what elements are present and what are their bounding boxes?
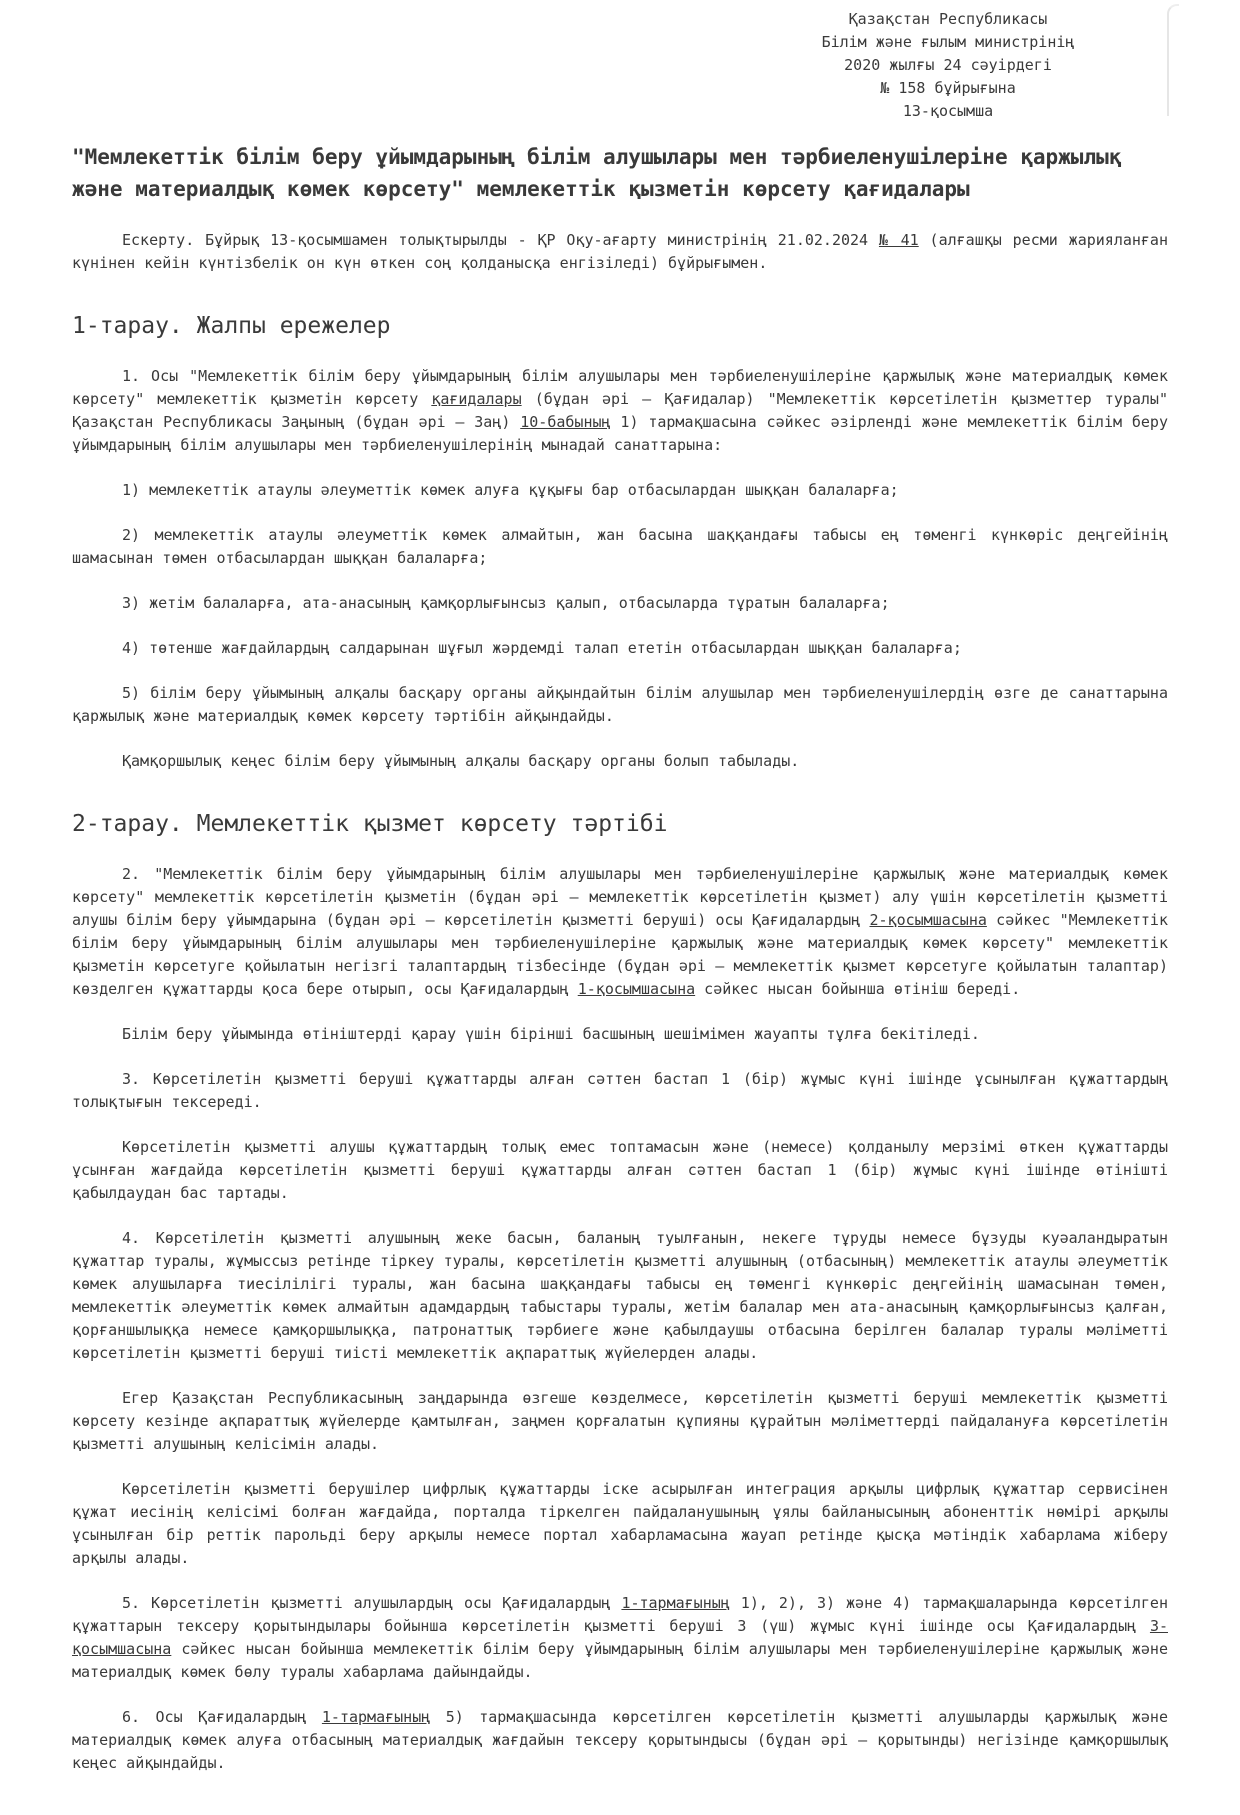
link-annex-1[interactable]: 1-қосымшасына <box>577 980 696 998</box>
approval-requisite-block <box>798 8 1098 123</box>
amendment-note <box>72 229 1168 275</box>
list-item-3: 3) жетім балаларға, ата-анасының қамқорлығынсыз қалып, отбасыларда тұратын балаларға; <box>122 594 890 612</box>
requisite-line: 13-қосымша <box>902 102 994 120</box>
paragraph-guardian-council: Қамқоршылық кеңес білім беру ұйымының алқалы басқару органы болып табылады. <box>122 752 800 770</box>
paragraph-4-digital-documents: Көрсетілетін қызметті берушілер цифрлық құжаттарды іске асырылған интеграция арқылы цифрлық құжаттар сервисінен құжат иесінің келісімі болған жағдайда, порталда тіркелген пайдаланушының ұялы байланысының абоненттік нөмірі арқылы ұсынылған бір реттік парольді беру арқылы немесе портал хабарламасына жауап ретінде қысқа мәтіндік хабарлама жіберу арқылы алады. <box>72 1480 1168 1567</box>
note-text: Ескерту. Бұйрық 13-қосымшамен толықтырылды - ҚР Оқу-ағарту министрінің 21.02.2024 <box>122 231 879 249</box>
paragraph-1 <box>72 365 1168 457</box>
paragraph-4-consent: Егер Қазақстан Республикасының заңдарында өзгеше көзделмесе, көрсетілетін қызметті беруші мемлекеттік қызметті көрсету кезінде ақпараттық жүйелерде қамтылған, заңмен қорғалатын құпияны құрайтын мәліметтерді пайдалануға көрсетілетін қызметті алушының келісімін алады. <box>72 1389 1168 1453</box>
list-item-2: 2) мемлекеттік атаулы әлеуметтік көмек алмайтын, жан басына шаққандағы табысы ең төменгі күнкөріс деңгейінің шамасынан төмен отбасылардан шыққан балаларға; <box>72 526 1168 567</box>
requisite-line: 2020 жылғы 24 сәуірдегі <box>844 56 1052 74</box>
requisite-line: Білім және ғылым министрінің <box>821 33 1075 51</box>
paragraph-text: 6. Осы Қағидалардың <box>122 1708 322 1726</box>
link-article-10[interactable]: 10-бабының <box>520 413 611 431</box>
paragraph-2 <box>72 863 1168 1001</box>
paragraph-3-refusal: Көрсетілетін қызметті алушы құжаттардың толық емес топтамасын және (немесе) қолданылу мерзімі өткен құжаттарды ұсынған жағдайда көрсетілетін қызметті беруші құжаттарды алған сәттен бастап 1 (бір) жұмыс күні ішінде өтінішті қабылдаудан бас тартады. <box>72 1138 1168 1202</box>
note-text: (алғашқы ресми жарияланған күнінен кейін күнтізбелік он күн өткен соң қолданысқа енгізіледі) бұйрығымен. <box>72 231 1168 272</box>
list-item-5: 5) білім беру ұйымының алқалы басқару органы айқындайтын білім алушылар мен тәрбиеленушілердің өзге де санаттарына қаржылық және материалдық көмек көрсету тәртібін айқындайды. <box>72 684 1168 725</box>
link-point-1[interactable]: 1-тармағының <box>321 1708 431 1726</box>
requisite-line: Қазақстан Республикасы <box>848 10 1048 28</box>
list-item-1: 1) мемлекеттік атаулы әлеуметтік көмек алуға құқығы бар отбасылардан шыққан балаларға; <box>122 481 899 499</box>
paragraph-6 <box>72 1706 1168 1775</box>
paragraph-text: 1), 2), 3) және 4) тармақшаларында көрсетілген құжаттарын тексеру қорытындылары бойынша көрсетілетін қызметті беруші 3 (үш) жұмыс күні ішінде осы Қағидалардың <box>72 1594 1168 1635</box>
paragraph-5 <box>72 1592 1168 1684</box>
paragraph-text: (бұдан әрі – Қағидалар) "Мемлекеттік көрсетілетін қызметтер туралы" Қазақстан Республикасы Заңының (бұдан әрі – Заң) <box>72 390 1168 431</box>
paragraph-text: сәйкес нысан бойынша өтініш береді. <box>695 980 1021 998</box>
list-item-4: 4) төтенше жағдайлардың салдарынан шұғыл жәрдемді талап ететін отбасылардан шыққан балаларға; <box>122 639 962 657</box>
link-point-1[interactable]: 1-тармағының <box>621 1594 730 1612</box>
paragraph-text: 1. Осы "Мемлекеттік білім беру ұйымдарының білім алушылары мен тәрбиеленушілеріне қаржылық және материалдық көмек көрсету" мемлекеттік қызметін көрсету <box>72 367 1168 408</box>
paragraph-text: сәйкес нысан бойынша мемлекеттік білім беру ұйымдарының білім алушылары мен тәрбиеленушілеріне қаржылық және материалдық көмек бөлу туралы хабарлама дайындайды. <box>72 1640 1168 1681</box>
chapter-2-heading: 2-тарау. Мемлекеттік қызмет көрсету тәртібі <box>72 811 668 837</box>
link-qagidalary[interactable]: қағидалары <box>431 390 522 408</box>
paragraph-3: 3. Көрсетілетін қызметті беруші құжаттарды алған сәттен бастап 1 (бір) жұмыс күні ішінде ұсынылған құжаттардың толықтығын тексереді. <box>72 1070 1168 1111</box>
paragraph-4: 4. Көрсетілетін қызметті алушының жеке басын, баланың туылғанын, некеге тұруды немесе бұзуды куәаландыратын құжаттар туралы, жұмыссыз ретінде тіркеу туралы, көрсетілетін қызметті алушының (отбасының) мемлекеттік атаулы әлеуметтік көмек алушыларға тиесілілігі туралы, жан басына шаққандағы табысы ең төменгі күнкөріс деңгейінің шамасынан төмен, мемлекеттік әлеуметтік көмек алмайтын адамдардың табыстары туралы, жетім балалар мен ата-анасының қамқорлығынсыз қалған, қорғаншылыққа немесе қамқоршылыққа, патронаттық тәрбиеге және қабылдаушы отбасына берілген балалар туралы мәліметті көрсетілетін қызметті беруші тиісті мемлекеттік ақпараттық жүйелерден алады. <box>72 1229 1168 1362</box>
paragraph-text: 1) тармақшасына сәйкес әзірленді және мемлекеттік білім беру ұйымдарының білім алушылары мен тәрбиеленушілерінің мынадай санаттарына: <box>72 413 1168 454</box>
link-order-41[interactable]: № 41 <box>878 231 919 249</box>
paragraph-text: 5) тармақшасында көрсетілген көрсетілетін қызметті алушыларды қаржылық және материалдық көмек алуға отбасының материалдық жағдайын тексеру қорытындысы (бұдан әрі – қорытынды) негізінде қамқоршылық кеңес айқындайды. <box>72 1708 1168 1772</box>
paragraph-text: 5. Көрсетілетін қызметті алушылардың осы Қағидалардың <box>122 1594 622 1612</box>
edge-widget-outline <box>1167 4 1179 116</box>
document-title: "Мемлекеттік білім беру ұйымдарының білім алушылары мен тәрбиеленушілеріне қаржылық және материалдық көмек көрсету" мемлекеттік қызметін көрсету қағидалары <box>72 145 1122 201</box>
link-annex-2[interactable]: 2-қосымшасына <box>869 911 987 929</box>
paragraph-text: сәйкес "Мемлекеттік білім беру ұйымдарының білім алушылары мен тәрбиеленушілеріне қаржылық және материалдық көмек көрсету" мемлекеттік қызметін көрсетуге қойылатын негізгі талаптардың тізбесінде (бұдан әрі – мемлекеттік қызмет көрсетуге қойылатын талаптар) көзделген құжаттарды қоса бере отырып, осы Қағидалардың <box>72 911 1168 998</box>
paragraph-text: 2. "Мемлекеттік білім беру ұйымдарының білім алушылары мен тәрбиеленушілеріне қаржылық және материалдық көмек көрсету" мемлекеттік көрсетілетін қызметін (бұдан әрі – мемлекеттік көрсетілетін қызмет) алу үшін көрсетілетін қызметті алушы білім беру ұйымдарына (бұдан әрі – көрсетілетін қызметті беруші) осы Қағидалардың <box>72 865 1168 929</box>
link-annex-3[interactable]: 3-қосымшасына <box>72 1617 1168 1658</box>
requisite-line: № 158 бұйрығына <box>880 79 1016 97</box>
paragraph-responsible-person: Білім беру ұйымында өтініштерді қарау үшін бірінші басшының шешімімен жауапты тұлға бекітіледі. <box>122 1025 980 1043</box>
chapter-1-heading: 1-тарау. Жалпы ережелер <box>72 313 391 339</box>
